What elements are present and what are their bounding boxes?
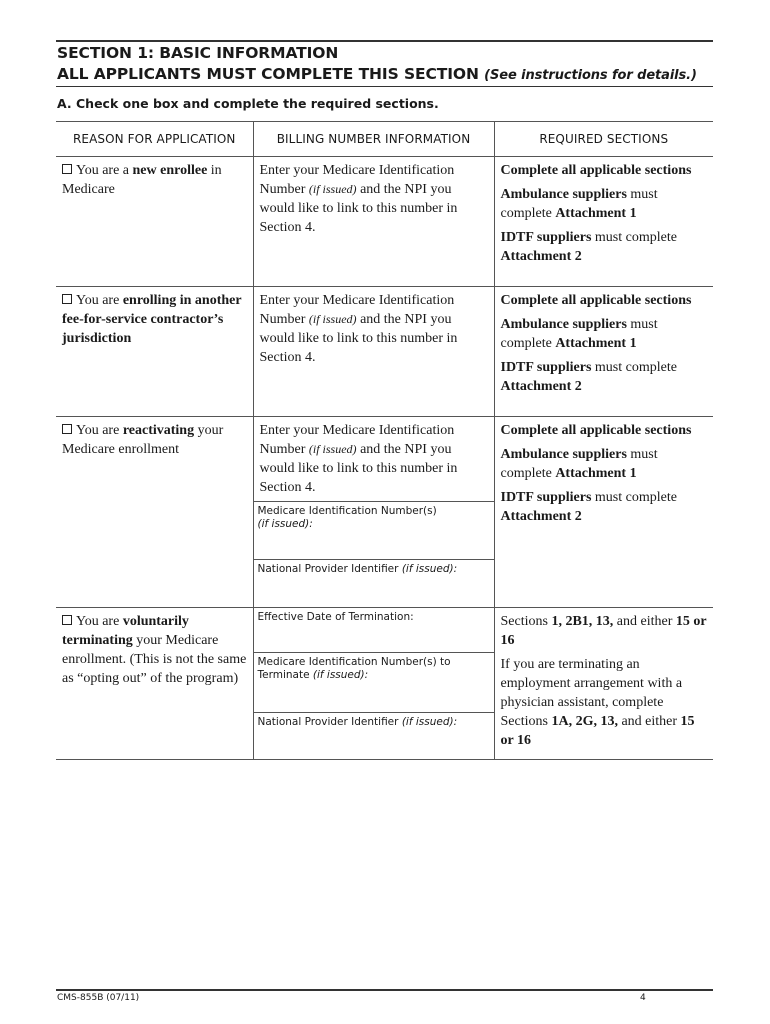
checkbox-new-enrollee[interactable] — [62, 164, 72, 174]
reason-cell: You are a new enrollee in Medicare — [56, 157, 253, 287]
billing-cell — [253, 608, 494, 760]
table-row-new-enrollee — [56, 157, 713, 287]
table-row-reactivating — [56, 417, 713, 608]
footer-rule — [56, 989, 713, 991]
required-cell: Complete all applicable sections Ambulance suppliers must complete Attachment 1 IDTF suppliers must complete Attachment 2 — [494, 417, 713, 608]
table-row-terminating — [56, 608, 713, 760]
section-title-note: (See instructions for details.) — [484, 68, 697, 83]
page-number: 4 — [640, 993, 646, 1003]
reason-cell: You are reactivating your Medicare enrollment — [56, 417, 253, 608]
application-table — [56, 121, 713, 760]
billing-instructions: Enter your Medicare Identification Number (if issued) and the NPI you would like to link to this number in Section 4. — [259, 423, 458, 495]
reason-cell: You are enrolling in another fee-for-service contractor’s jurisdiction — [56, 287, 253, 417]
medicare-id-terminate-field[interactable]: Medicare Identification Number(s) to Terminate (if issued): — [254, 652, 494, 712]
section-title-line1: SECTION 1: BASIC INFORMATION — [57, 44, 339, 62]
subheading: A. Check one box and complete the required sections. — [57, 96, 439, 111]
billing-cell: Enter your Medicare Identification Number (if issued) and the NPI you would like to link to this number in Section 4. — [253, 157, 494, 287]
medicare-id-field[interactable]: Medicare Identification Number(s) (if issued): — [254, 501, 494, 559]
checkbox-other-jurisdiction[interactable] — [62, 294, 72, 304]
form-id: CMS-855B (07/11) — [57, 993, 140, 1003]
col-header-billing: BILLING NUMBER INFORMATION — [253, 122, 494, 157]
section-title — [57, 43, 697, 86]
reason-cell: You are voluntarily terminating your Medicare enrollment. (This is not the same as “opting out” of the program) — [56, 608, 253, 760]
checkbox-terminating[interactable] — [62, 615, 72, 625]
required-cell: Complete all applicable sections Ambulance suppliers must complete Attachment 1 IDTF suppliers must complete Attachment 2 — [494, 157, 713, 287]
required-cell: Complete all applicable sections Ambulance suppliers must complete Attachment 1 IDTF suppliers must complete Attachment 2 — [494, 287, 713, 417]
npi-field[interactable]: National Provider Identifier (if issued): — [254, 559, 494, 607]
top-rule — [56, 40, 713, 42]
table-header-row — [56, 122, 713, 157]
effective-date-field[interactable]: Effective Date of Termination: — [257, 611, 414, 623]
col-header-reason: REASON FOR APPLICATION — [56, 122, 253, 157]
section-title-line2: ALL APPLICANTS MUST COMPLETE THIS SECTION (See instructions for details.) — [57, 65, 697, 83]
col-header-required: REQUIRED SECTIONS — [494, 122, 713, 157]
npi-terminate-field[interactable]: National Provider Identifier (if issued): — [254, 712, 494, 759]
billing-cell — [253, 417, 494, 608]
checkbox-reactivating[interactable] — [62, 424, 72, 434]
table-row-other-jurisdiction — [56, 287, 713, 417]
title-rule — [56, 86, 713, 87]
billing-cell: Enter your Medicare Identification Number (if issued) and the NPI you would like to link to this number in Section 4. — [253, 287, 494, 417]
required-cell: Sections 1, 2B1, 13, and either 15 or 16 If you are terminating an employment arrangement with a physician assistant, complete Sections 1A, 2G, 13, and either 15 or 16 — [494, 608, 713, 760]
